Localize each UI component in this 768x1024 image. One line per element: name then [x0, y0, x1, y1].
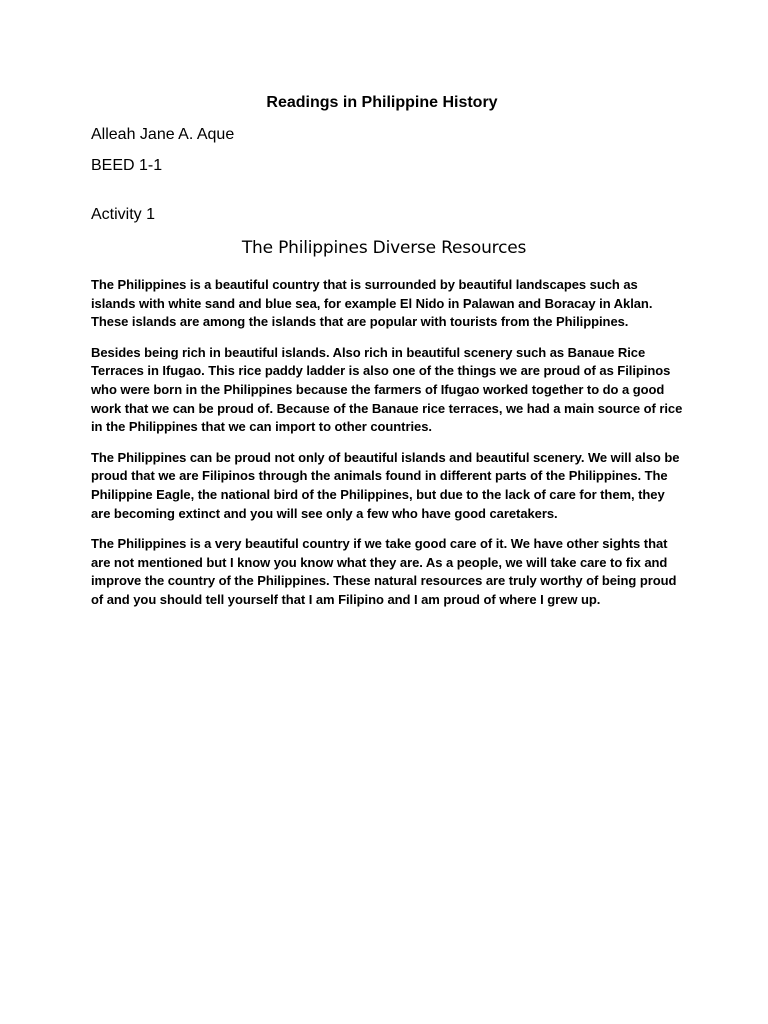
- course-title: Readings in Philippine History: [266, 94, 498, 111]
- activity-label: Activity 1: [91, 206, 156, 223]
- paragraph: Besides being rich in beautiful islands. Also rich in beautiful scenery such as Banaue Rice Terraces in Ifugao. This rice paddy ladder is also one of the things we are proud of as Filipinos who were born in the Philippines because the farmers of Ifugao worked together to do a good work that we can be proud of. Because of the Banaue rice terraces, we had a main source of rice in the Philippines that we can import to other countries.: [91, 344, 683, 435]
- essay-title: The Philippines Diverse Resources: [241, 238, 527, 258]
- paragraph: The Philippines can be proud not only of beautiful islands and beautiful scenery. We will also be proud that we are Filipinos through the animals found in different parts of the Philippines. The Philippine Eagle, the national bird of the Philippines, but due to the lack of care for them, they are becoming extinct and you will see only a few who have good caretakers.: [91, 449, 680, 521]
- section-label: BEED 1-1: [91, 157, 163, 174]
- essay-body: [91, 276, 683, 622]
- student-name: Alleah Jane A. Aque: [91, 126, 235, 143]
- paragraph: The Philippines is a very beautiful country if we take good care of it. We have other sights that are not mentioned but I know you know what they are. As a people, we will take care to fix and improve the country of the Philippines. These natural resources are truly worthy of being proud of and you should tell yourself that I am Filipino and I am proud of where I grew up.: [91, 536, 677, 607]
- paragraph: The Philippines is a beautiful country that is surrounded by beautiful landscapes such as islands with white sand and blue sea, for example El Nido in Palawan and Boracay in Aklan. These islands are among the islands that are popular with tourists from the Philippines.: [91, 277, 653, 330]
